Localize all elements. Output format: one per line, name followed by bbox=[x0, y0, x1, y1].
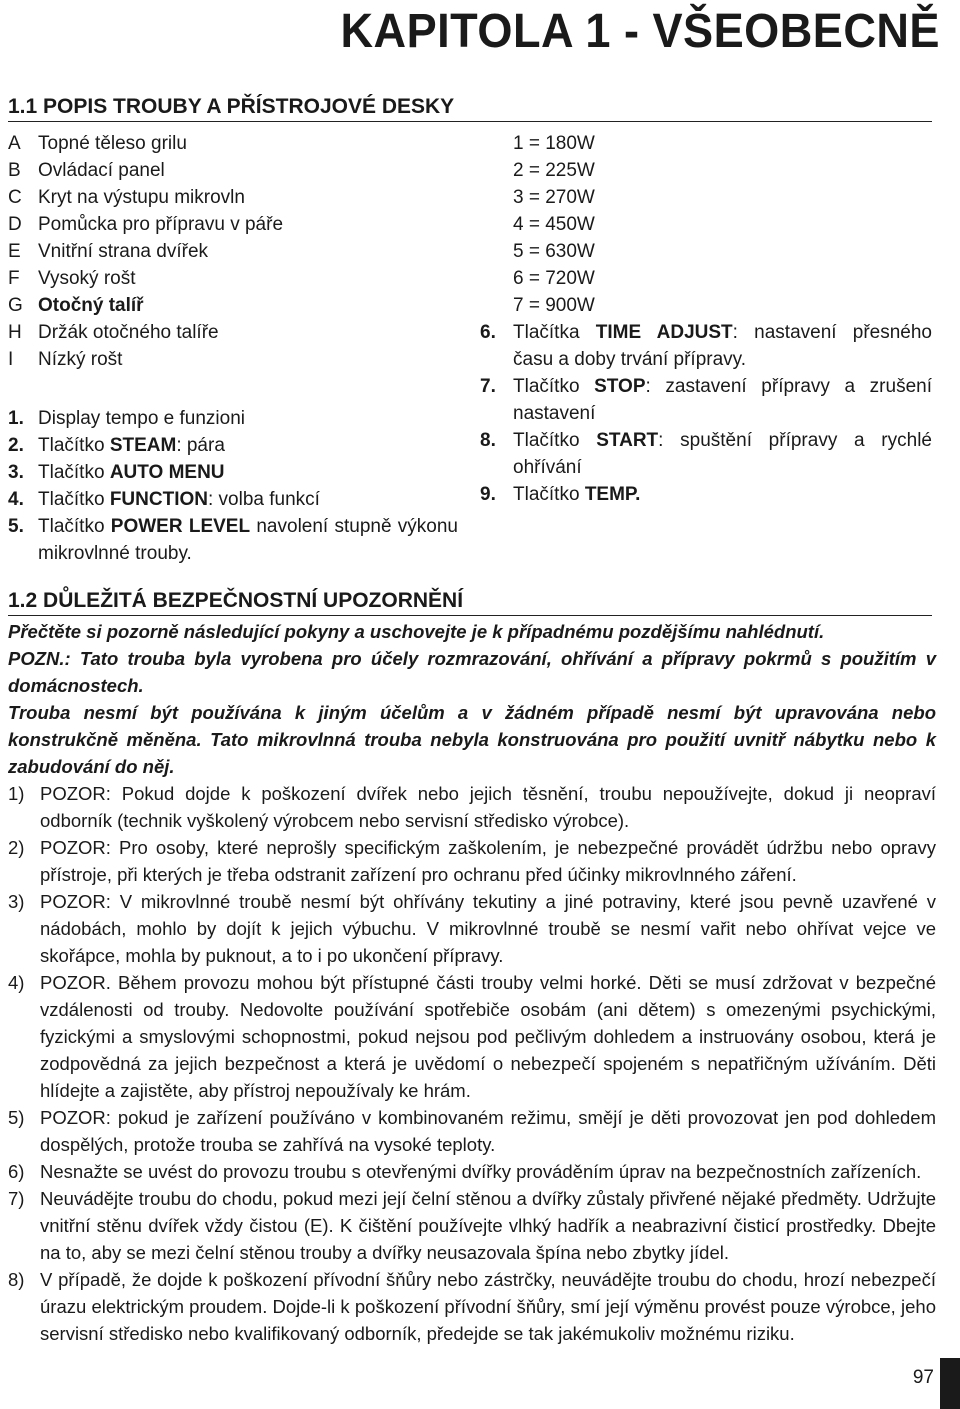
warning-number: 2) bbox=[8, 837, 25, 858]
warning-item bbox=[8, 1104, 936, 1158]
control-number: 4. bbox=[8, 489, 24, 510]
part-letter: C bbox=[8, 187, 22, 208]
warning-text: POZOR. Během provozu mohou být přístupné části trouby velmi horké. Děti se musí zdržovat v bezpečné vzdálenosti od trouby. Nedovolte používání spotřebiče osobám (ani dětem) s omezenými psychickými, fyzickými a smyslovými schopnostmi, pokud nejsou pod pečlivým dohledem a instruovány osobou, která je zodpovědná za jejich bezpečnost a která je uvědomí o nebezpečí spojeném s nepatřičným užíváním. Děti hlídejte a zajistěte, aby přístroj nepoužívaly ke hrám. bbox=[40, 972, 936, 1101]
power-level: 3 = 270W bbox=[513, 187, 595, 208]
right-column bbox=[480, 130, 932, 508]
control-item bbox=[8, 486, 458, 513]
power-level: 2 = 225W bbox=[513, 160, 595, 181]
warning-item bbox=[8, 1158, 936, 1185]
safety-section bbox=[8, 618, 936, 1347]
part-name: Ovládací panel bbox=[38, 160, 165, 181]
controls-list-left bbox=[8, 405, 458, 567]
page-title: KAPITOLA 1 - VŠEOBECNĚ bbox=[340, 5, 940, 58]
control-description: Tlačítko STEAM: pára bbox=[38, 435, 225, 456]
power-levels-list bbox=[480, 130, 932, 319]
warning-text: POZOR: Pro osoby, které neprošly specifickým zaškolením, je nebezpečné provádět údržbu nebo opravy přístroje, při kterých je třeba odstranit zařízení pro ochranu před účinky mikrovlnného záření. bbox=[40, 837, 936, 885]
control-item bbox=[8, 432, 458, 459]
part-name: Topné těleso grilu bbox=[38, 133, 187, 154]
part-name: Otočný talíř bbox=[38, 295, 144, 316]
part-item bbox=[8, 319, 458, 346]
part-item bbox=[8, 211, 458, 238]
warning-number: 4) bbox=[8, 972, 25, 993]
controls-list-right bbox=[480, 319, 932, 508]
part-name: Vysoký rošt bbox=[38, 268, 136, 289]
part-name: Vnitřní strana dvířek bbox=[38, 241, 209, 262]
intro-text: Přečtěte si pozorně následující pokyny a uschovejte je k případnému pozdějšímu nahlédnutí. bbox=[8, 621, 825, 642]
section-heading-description: 1.1 POPIS TROUBY A PŘÍSTROJOVÉ DESKY bbox=[8, 95, 455, 118]
power-level: 5 = 630W bbox=[513, 241, 595, 262]
note-paragraph bbox=[8, 645, 936, 699]
control-description: Tlačítko STOP: zastavení přípravy a zrušení nastavení bbox=[513, 376, 932, 424]
part-letter: I bbox=[8, 349, 14, 370]
warning-text: POZOR: Pokud dojde k poškození dvířek nebo jejich těsnění, troubu nepoužívejte, dokud ji neopraví odborník (technik vyškolený výrobcem nebo servisní středisko výrobce). bbox=[40, 783, 936, 831]
warning-item bbox=[8, 888, 936, 969]
part-item bbox=[8, 184, 458, 211]
control-item bbox=[480, 481, 932, 508]
warning-item bbox=[8, 834, 936, 888]
control-item bbox=[480, 319, 932, 373]
power-level: 4 = 450W bbox=[513, 214, 595, 235]
control-description: Tlačítko FUNCTION: volba funkcí bbox=[38, 489, 320, 510]
warning-number: 5) bbox=[8, 1107, 25, 1128]
warning-item bbox=[8, 1185, 936, 1266]
part-name: Nízký rošt bbox=[38, 349, 123, 370]
control-number: 1. bbox=[8, 408, 24, 429]
control-description: Tlačítko TEMP. bbox=[513, 484, 641, 505]
control-description: Display tempo e funzioni bbox=[38, 408, 245, 429]
control-item bbox=[480, 373, 932, 427]
control-number: 7. bbox=[480, 376, 496, 397]
warning-number: 8) bbox=[8, 1269, 25, 1290]
control-number: 9. bbox=[480, 484, 496, 505]
power-level: 1 = 180W bbox=[513, 133, 595, 154]
part-letter: B bbox=[8, 160, 21, 181]
warning-number: 3) bbox=[8, 891, 25, 912]
part-item bbox=[8, 157, 458, 184]
part-letter: G bbox=[8, 295, 23, 316]
section-heading-safety: 1.2 DŮLEŽITÁ BEZPEČNOSTNÍ UPOZORNĚNÍ bbox=[8, 589, 464, 612]
left-column bbox=[8, 130, 458, 567]
part-item bbox=[8, 130, 458, 157]
part-name: Držák otočného talíře bbox=[38, 322, 219, 343]
control-number: 3. bbox=[8, 462, 24, 483]
part-letter: H bbox=[8, 322, 22, 343]
power-level: 7 = 900W bbox=[513, 295, 595, 316]
warning-number: 6) bbox=[8, 1161, 25, 1182]
control-number: 2. bbox=[8, 435, 24, 456]
control-item bbox=[8, 513, 458, 567]
restriction-paragraph: Trouba nesmí být používána k jiným účelům a v žádném případě nesmí být upravována nebo konstrukčně měněna. Tato mikrovlnná trouba nebyla konstruována pro použití uvnitř nábytku nebo k zabudování do něj. bbox=[8, 702, 936, 777]
control-description: Tlačítka TIME ADJUST: nastavení přesného času a doby trvání přípravy. bbox=[513, 322, 932, 370]
control-item bbox=[8, 459, 458, 486]
part-item bbox=[8, 238, 458, 265]
power-level: 6 = 720W bbox=[513, 268, 595, 289]
warning-number: 7) bbox=[8, 1188, 25, 1209]
part-name: Kryt na výstupu mikrovln bbox=[38, 187, 245, 208]
part-item bbox=[8, 292, 458, 319]
note-label: POZN. bbox=[8, 648, 65, 669]
part-letter: F bbox=[8, 268, 20, 289]
control-description: Tlačítko POWER LEVEL navolení stupně výkonu mikrovlnné trouby. bbox=[38, 516, 458, 564]
warning-text: Neuvádějte troubu do chodu, pokud mezi její čelní stěnou a dvířky zůstaly přivřené nějaké předměty. Udržujte vnitřní stěnu dvířek vždy čistou (E). K čištění používejte vlhký hadřík a neabrazivní čisticí prostředky. Dbejte na to, aby se mezi čelní stěnou trouby a dvířky neusazovala špína nebo zbytky jídel. bbox=[40, 1188, 936, 1263]
warning-item bbox=[8, 969, 936, 1104]
page-corner-bar bbox=[940, 1358, 960, 1409]
warning-item bbox=[8, 1266, 936, 1347]
section-divider bbox=[8, 615, 932, 616]
warning-item bbox=[8, 780, 936, 834]
part-item bbox=[8, 346, 458, 373]
section-divider bbox=[8, 121, 932, 122]
control-description: Tlačítko AUTO MENU bbox=[38, 462, 225, 483]
control-number: 6. bbox=[480, 322, 496, 343]
note-text: : Tato trouba byla vyrobena pro účely rozmrazování, ohřívání a přípravy pokrmů s použitím v domácnostech. bbox=[8, 648, 936, 696]
warning-text: V případě, že dojde k poškození přívodní šňůry nebo zástrčky, neuvádějte troubu do chodu, hrozí nebezpečí úrazu elektrickým proudem. Dojde-li k poškození přívodní šňůry, smí její výměnu provést pouze výrobce, jeho servisní středisko nebo kvalifikovaný odborník, předejde se tak jakémukoliv možnému riziku. bbox=[40, 1269, 936, 1344]
warning-number: 1) bbox=[8, 783, 25, 804]
warning-text: Nesnažte se uvést do provozu troubu s otevřenými dvířky prováděním úprav na bezpečnostních zařízeních. bbox=[40, 1161, 922, 1182]
control-number: 8. bbox=[480, 430, 496, 451]
part-letter: A bbox=[8, 133, 21, 154]
parts-list bbox=[8, 130, 458, 373]
warning-text: POZOR: V mikrovlnné troubě nesmí být ohřívány tekutiny a jiné potraviny, které jsou pevně uzavřené v nádobách, mohlo by dojít k jejich výbuchu. V mikrovlnné troubě se nesmí vařit nebo ohřívat vejce ve skořápce, mohla by puknout, a to i po ukončení přípravy. bbox=[40, 891, 936, 966]
control-description: Tlačítko START: spuštění přípravy a rychlé ohřívání bbox=[513, 430, 932, 478]
control-item bbox=[480, 427, 932, 481]
part-letter: D bbox=[8, 214, 22, 235]
warning-text: POZOR: pokud je zařízení používáno v kombinovaném režimu, smějí je děti provozovat jen pod dohledem dospělých, protože trouba se zahřívá na vysoké teploty. bbox=[40, 1107, 936, 1155]
part-name: Pomůcka pro přípravu v páře bbox=[38, 214, 284, 235]
warnings-list bbox=[8, 780, 936, 1347]
control-item bbox=[8, 405, 458, 432]
control-number: 5. bbox=[8, 516, 24, 537]
part-item bbox=[8, 265, 458, 292]
page-number: 97 bbox=[912, 1367, 934, 1388]
part-letter: E bbox=[8, 241, 21, 262]
